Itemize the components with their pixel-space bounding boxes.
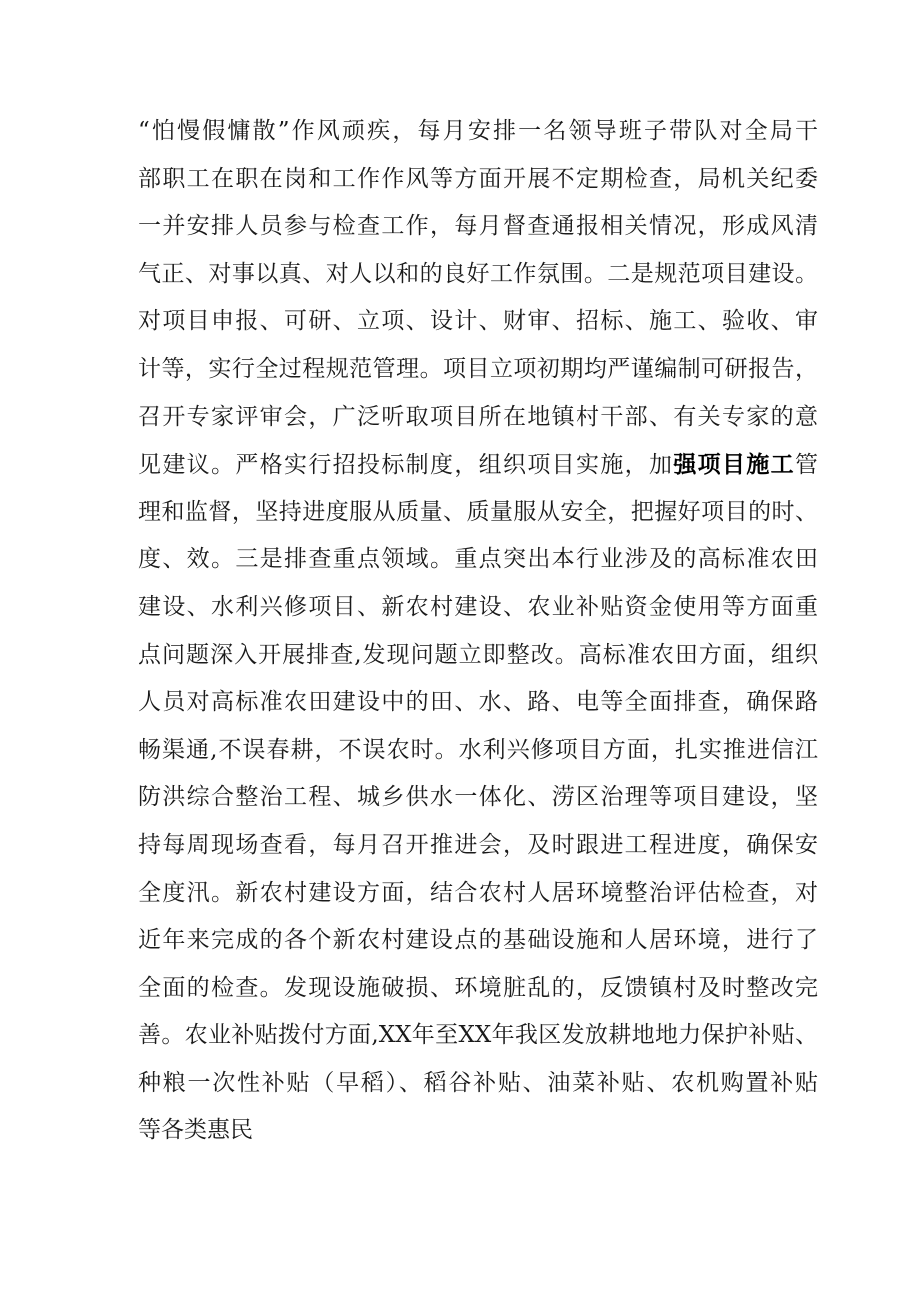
text-line-12: 点问题深入开展排查,发现问题立即整改。高标准农田方面，组织 xyxy=(138,641,818,668)
text-line-19: 全面的检查。发现设施破损、环境脏乱的，反馈镇村及时整改完 xyxy=(138,974,818,1001)
text-line-9: 理和监督，坚持进度服从质量、质量服从安全，把握好项目的时、 xyxy=(138,498,818,525)
text-line-2: 部职工在职在岗和工作作风等方面开展不定期检查，局机关纪委 xyxy=(138,165,818,192)
text-line-15: 防洪综合整治工程、城乡供水一体化、涝区治理等项目建设，坚 xyxy=(138,784,818,811)
text-line-8-start: 见建议。严格实行招投标制度，组织项目实施，加 xyxy=(138,452,674,479)
text-line-17: 全度汛。新农村建设方面，结合农村人居环境整治评估检查，对 xyxy=(138,879,818,906)
text-line-22: 等各类惠民 xyxy=(138,1117,253,1144)
text-line-14: 畅渠通,不误春耕，不误农时。水利兴修项目方面，扎实推进信江 xyxy=(138,736,818,763)
text-line-18: 近年来完成的各个新农村建设点的基础设施和人居环境，进行了 xyxy=(138,927,818,954)
text-line-5: 对项目申报、可研、立项、设计、财审、招标、施工、验收、审 xyxy=(138,308,818,335)
text-line-3: 一并安排人员参与检查工作，每月督查通报相关情况，形成风清 xyxy=(138,213,818,240)
text-line-1: “怕慢假慵散”作风顽疾，每月安排一名领导班子带队对全局干 xyxy=(138,118,818,144)
body-text xyxy=(138,108,818,1155)
text-line-8 xyxy=(138,441,818,489)
text-line-7: 召开专家评审会，广泛听取项目所在地镇村干部、有关专家的意 xyxy=(138,403,818,430)
text-line-21: 种粮一次性补贴（早稻）、稻谷补贴、油菜补贴、农机购置补贴 xyxy=(138,1069,818,1096)
text-line-11: 建设、水利兴修项目、新农村建设、农业补贴资金使用等方面重 xyxy=(138,593,818,620)
text-line-10: 度、效。三是排查重点领域。重点突出本行业涉及的高标准农田 xyxy=(138,546,818,573)
text-line-8-end: 管 xyxy=(795,452,819,479)
text-line-16: 持每周现场查看，每月召开推进会，及时跟进工程进度，确保安 xyxy=(138,831,818,858)
text-line-20: 善。农业补贴拨付方面,XX年至XX年我区发放耕地地力保护补贴、 xyxy=(138,1022,818,1049)
text-line-4: 气正、对事以真、对人以和的良好工作氛围。二是规范项目建设。 xyxy=(138,260,818,287)
text-line-13: 人员对高标准农田建设中的田、水、路、电等全面排查，确保路 xyxy=(138,689,818,716)
text-line-6: 计等，实行全过程规范管理。项目立项初期均严谨编制可研报告， xyxy=(138,355,818,382)
bold-phrase: 强项目施工 xyxy=(673,451,796,479)
